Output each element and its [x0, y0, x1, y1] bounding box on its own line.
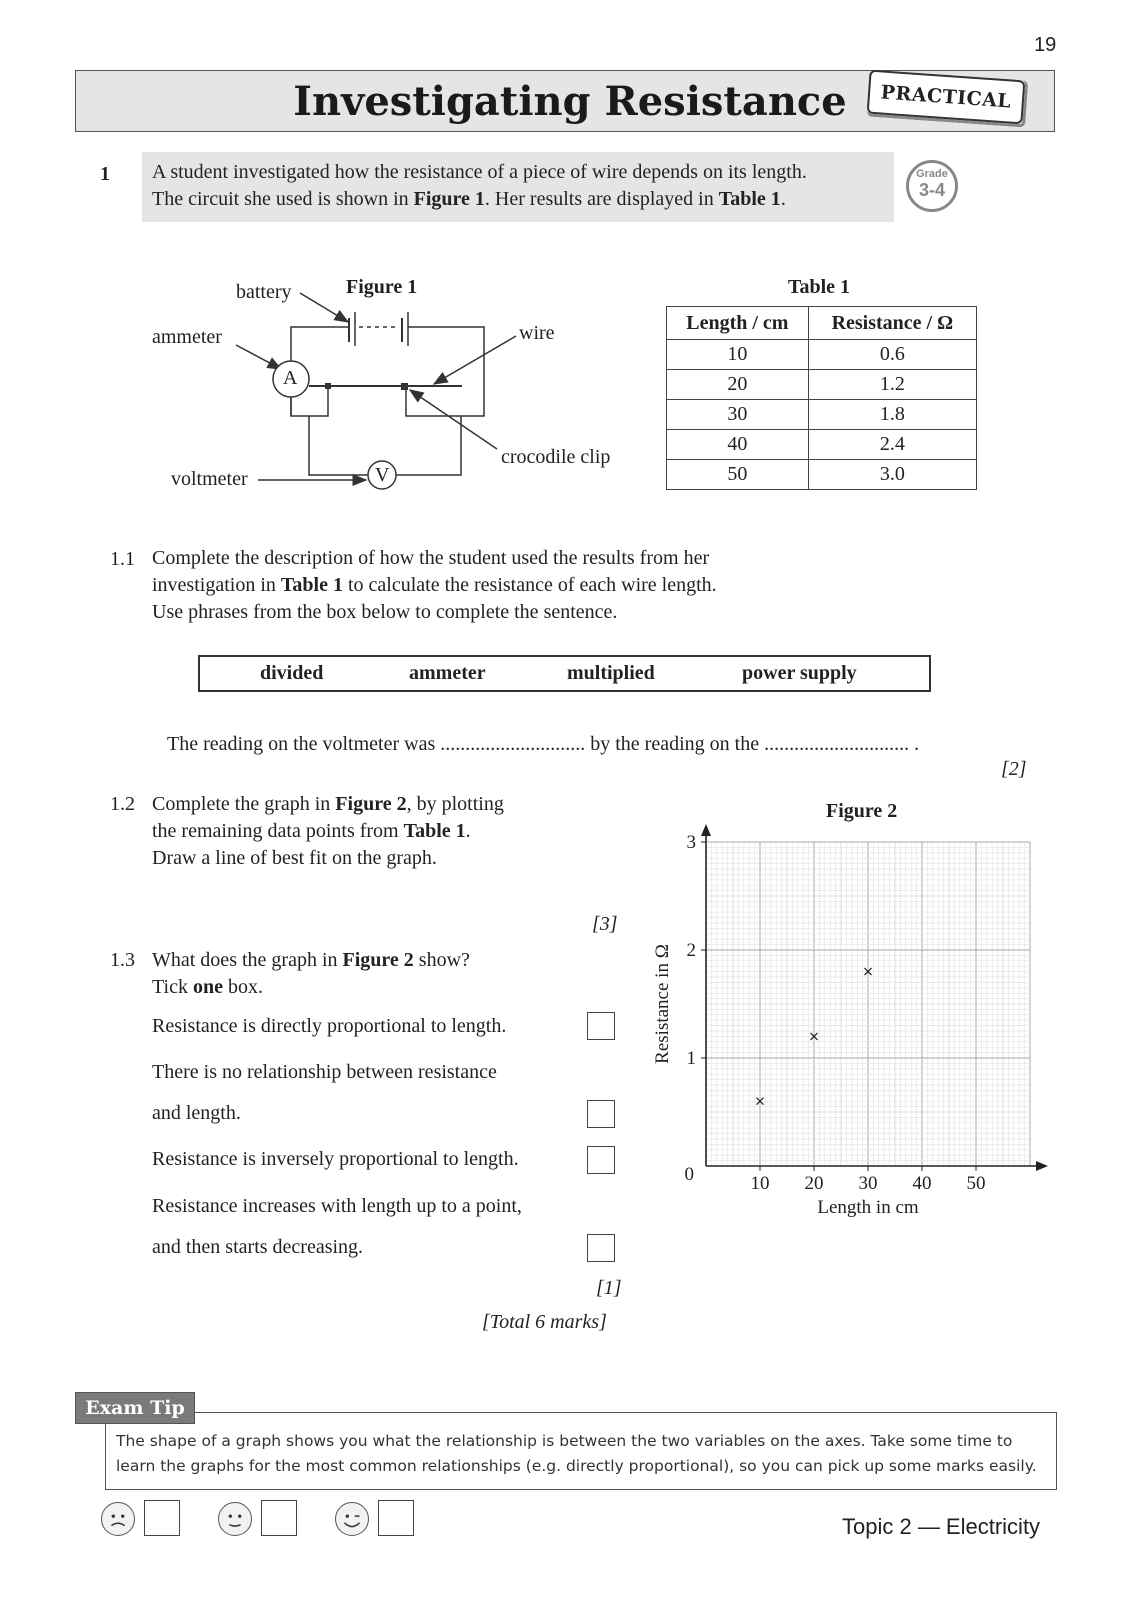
phrase-divided: divided	[260, 662, 324, 684]
sad-tickbox[interactable]	[144, 1500, 180, 1536]
cell-length: 50	[667, 460, 809, 490]
table-row	[667, 460, 977, 490]
grade-badge	[906, 160, 958, 212]
table-header-row	[667, 307, 977, 340]
cell-length: 30	[667, 400, 809, 430]
ammeter-label: ammeter	[152, 326, 222, 348]
exam-tip-line-2: learn the graphs for the most common relationships (e.g. directly proportional), so you can pick up some marks easily.	[116, 1457, 1037, 1475]
table1-title: Table 1	[788, 276, 851, 298]
cell-resistance: 0.6	[808, 340, 976, 370]
exam-tip-box	[105, 1412, 1057, 1490]
cell-resistance: 3.0	[808, 460, 976, 490]
x-tick-label: 30	[858, 1173, 878, 1194]
x-axis-label: Length in cm	[817, 1197, 919, 1218]
y-tick-label: 2	[686, 940, 696, 961]
tickbox-increases-then-decreases[interactable]	[587, 1234, 615, 1262]
phrase-multiplied: multiplied	[567, 662, 655, 684]
intro-line-1: A student investigated how the resistance of a piece of wire depends on its length.	[152, 161, 807, 183]
happy-face-icon	[335, 1502, 369, 1536]
q11-sentence[interactable]: The reading on the voltmeter was ............................. by the reading on the ............................. .	[167, 733, 920, 755]
ammeter-symbol: A	[283, 367, 298, 389]
option-inversely-proportional: Resistance is inversely proportional to length.	[152, 1148, 519, 1170]
q11-line-1: Complete the description of how the student used the results from her	[152, 547, 710, 569]
total-marks: [Total 6 marks]	[482, 1311, 607, 1333]
neutral-face-icon	[218, 1502, 252, 1536]
q13-line-1: What does the graph in Figure 2 show?	[152, 949, 470, 971]
q11-number: 1.1	[110, 548, 135, 570]
cell-length: 10	[667, 340, 809, 370]
phrase-box	[198, 655, 931, 692]
resistance-length-graph[interactable]	[640, 820, 1060, 1230]
footer-topic: Topic 2 — Electricity	[842, 1514, 1041, 1539]
cell-length: 20	[667, 370, 809, 400]
q13-marks: [1]	[596, 1277, 622, 1299]
tickbox-inversely-proportional[interactable]	[587, 1146, 615, 1174]
option-increases-then-decreases-cont: and then starts decreasing.	[152, 1236, 364, 1258]
results-table	[666, 306, 977, 490]
exam-tip-line-1: The shape of a graph shows you what the relationship is between the two variables on the axes. Take some time to	[116, 1432, 1013, 1450]
q12-text	[152, 791, 504, 872]
exam-tip-label: Exam Tip	[75, 1392, 195, 1424]
practical-badge: PRACTICAL	[867, 70, 1026, 125]
header-length: Length / cm	[667, 307, 809, 340]
x-tick-label: 10	[750, 1173, 770, 1194]
q13-line-2: Tick one box.	[152, 976, 263, 998]
option-directly-proportional: Resistance is directly proportional to length.	[152, 1015, 507, 1037]
page-number: 19	[1034, 34, 1057, 56]
q11-marks: [2]	[1001, 758, 1027, 780]
table-row	[667, 430, 977, 460]
page-title: Investigating Resistance	[293, 78, 847, 125]
cell-resistance: 1.2	[808, 370, 976, 400]
q11-text	[152, 545, 717, 626]
x-tick-label: 40	[912, 1173, 932, 1194]
voltmeter-symbol: V	[375, 464, 390, 486]
x-tick-label: 20	[804, 1173, 824, 1194]
q11-line-3: Use phrases from the box below to complete the sentence.	[152, 601, 618, 623]
x-tick-label: 50	[966, 1173, 986, 1194]
graph-grid	[706, 842, 1030, 1166]
intro-line-2: The circuit she used is shown in Figure 1. Her results are displayed in Table 1.	[152, 188, 786, 210]
y-axis-label: Resistance in Ω	[652, 944, 673, 1064]
tickbox-no-relationship[interactable]	[587, 1100, 615, 1128]
grade-value: 3-4	[918, 180, 945, 200]
header-resistance: Resistance / Ω	[808, 307, 976, 340]
q12-marks: [3]	[592, 913, 618, 935]
phrase-power-supply: power supply	[742, 662, 857, 684]
battery-label: battery	[236, 281, 292, 303]
y-tick-label: 3	[686, 832, 696, 853]
figure1-title: Figure 1	[346, 276, 418, 298]
crocodile-clip-label: crocodile clip	[501, 446, 611, 468]
sad-face-icon	[101, 1502, 135, 1536]
circuit-diagram	[0, 0, 700, 520]
neutral-tickbox[interactable]	[261, 1500, 297, 1536]
y-tick-label: 1	[686, 1048, 696, 1069]
cell-resistance: 2.4	[808, 430, 976, 460]
wire-label: wire	[519, 322, 555, 344]
y-axis-arrow	[701, 824, 711, 836]
table-row	[667, 340, 977, 370]
grade-label: Grade	[916, 168, 948, 180]
table-row	[667, 400, 977, 430]
option-no-relationship-cont: and length.	[152, 1102, 241, 1124]
q13-text	[152, 947, 470, 1001]
voltmeter-label: voltmeter	[171, 468, 248, 490]
table-row	[667, 370, 977, 400]
q12-line-2: the remaining data points from Table 1.	[152, 820, 471, 842]
cell-resistance: 1.8	[808, 400, 976, 430]
q12-number: 1.2	[110, 793, 135, 815]
y-tick-label: 0	[684, 1164, 694, 1185]
q12-line-1: Complete the graph in Figure 2, by plotting	[152, 793, 504, 815]
question-number: 1	[100, 163, 110, 185]
option-increases-then-decreases: Resistance increases with length up to a point,	[152, 1195, 522, 1217]
x-axis-arrow	[1036, 1161, 1048, 1171]
q12-line-3: Draw a line of best fit on the graph.	[152, 847, 437, 869]
cell-length: 40	[667, 430, 809, 460]
tickbox-directly-proportional[interactable]	[587, 1012, 615, 1040]
figure2-title: Figure 2	[826, 800, 898, 822]
phrase-ammeter: ammeter	[409, 662, 486, 684]
option-no-relationship: There is no relationship between resistance	[152, 1061, 497, 1083]
q13-number: 1.3	[110, 949, 135, 971]
q11-line-2: investigation in Table 1 to calculate the resistance of each wire length.	[152, 574, 717, 596]
happy-tickbox[interactable]	[378, 1500, 414, 1536]
